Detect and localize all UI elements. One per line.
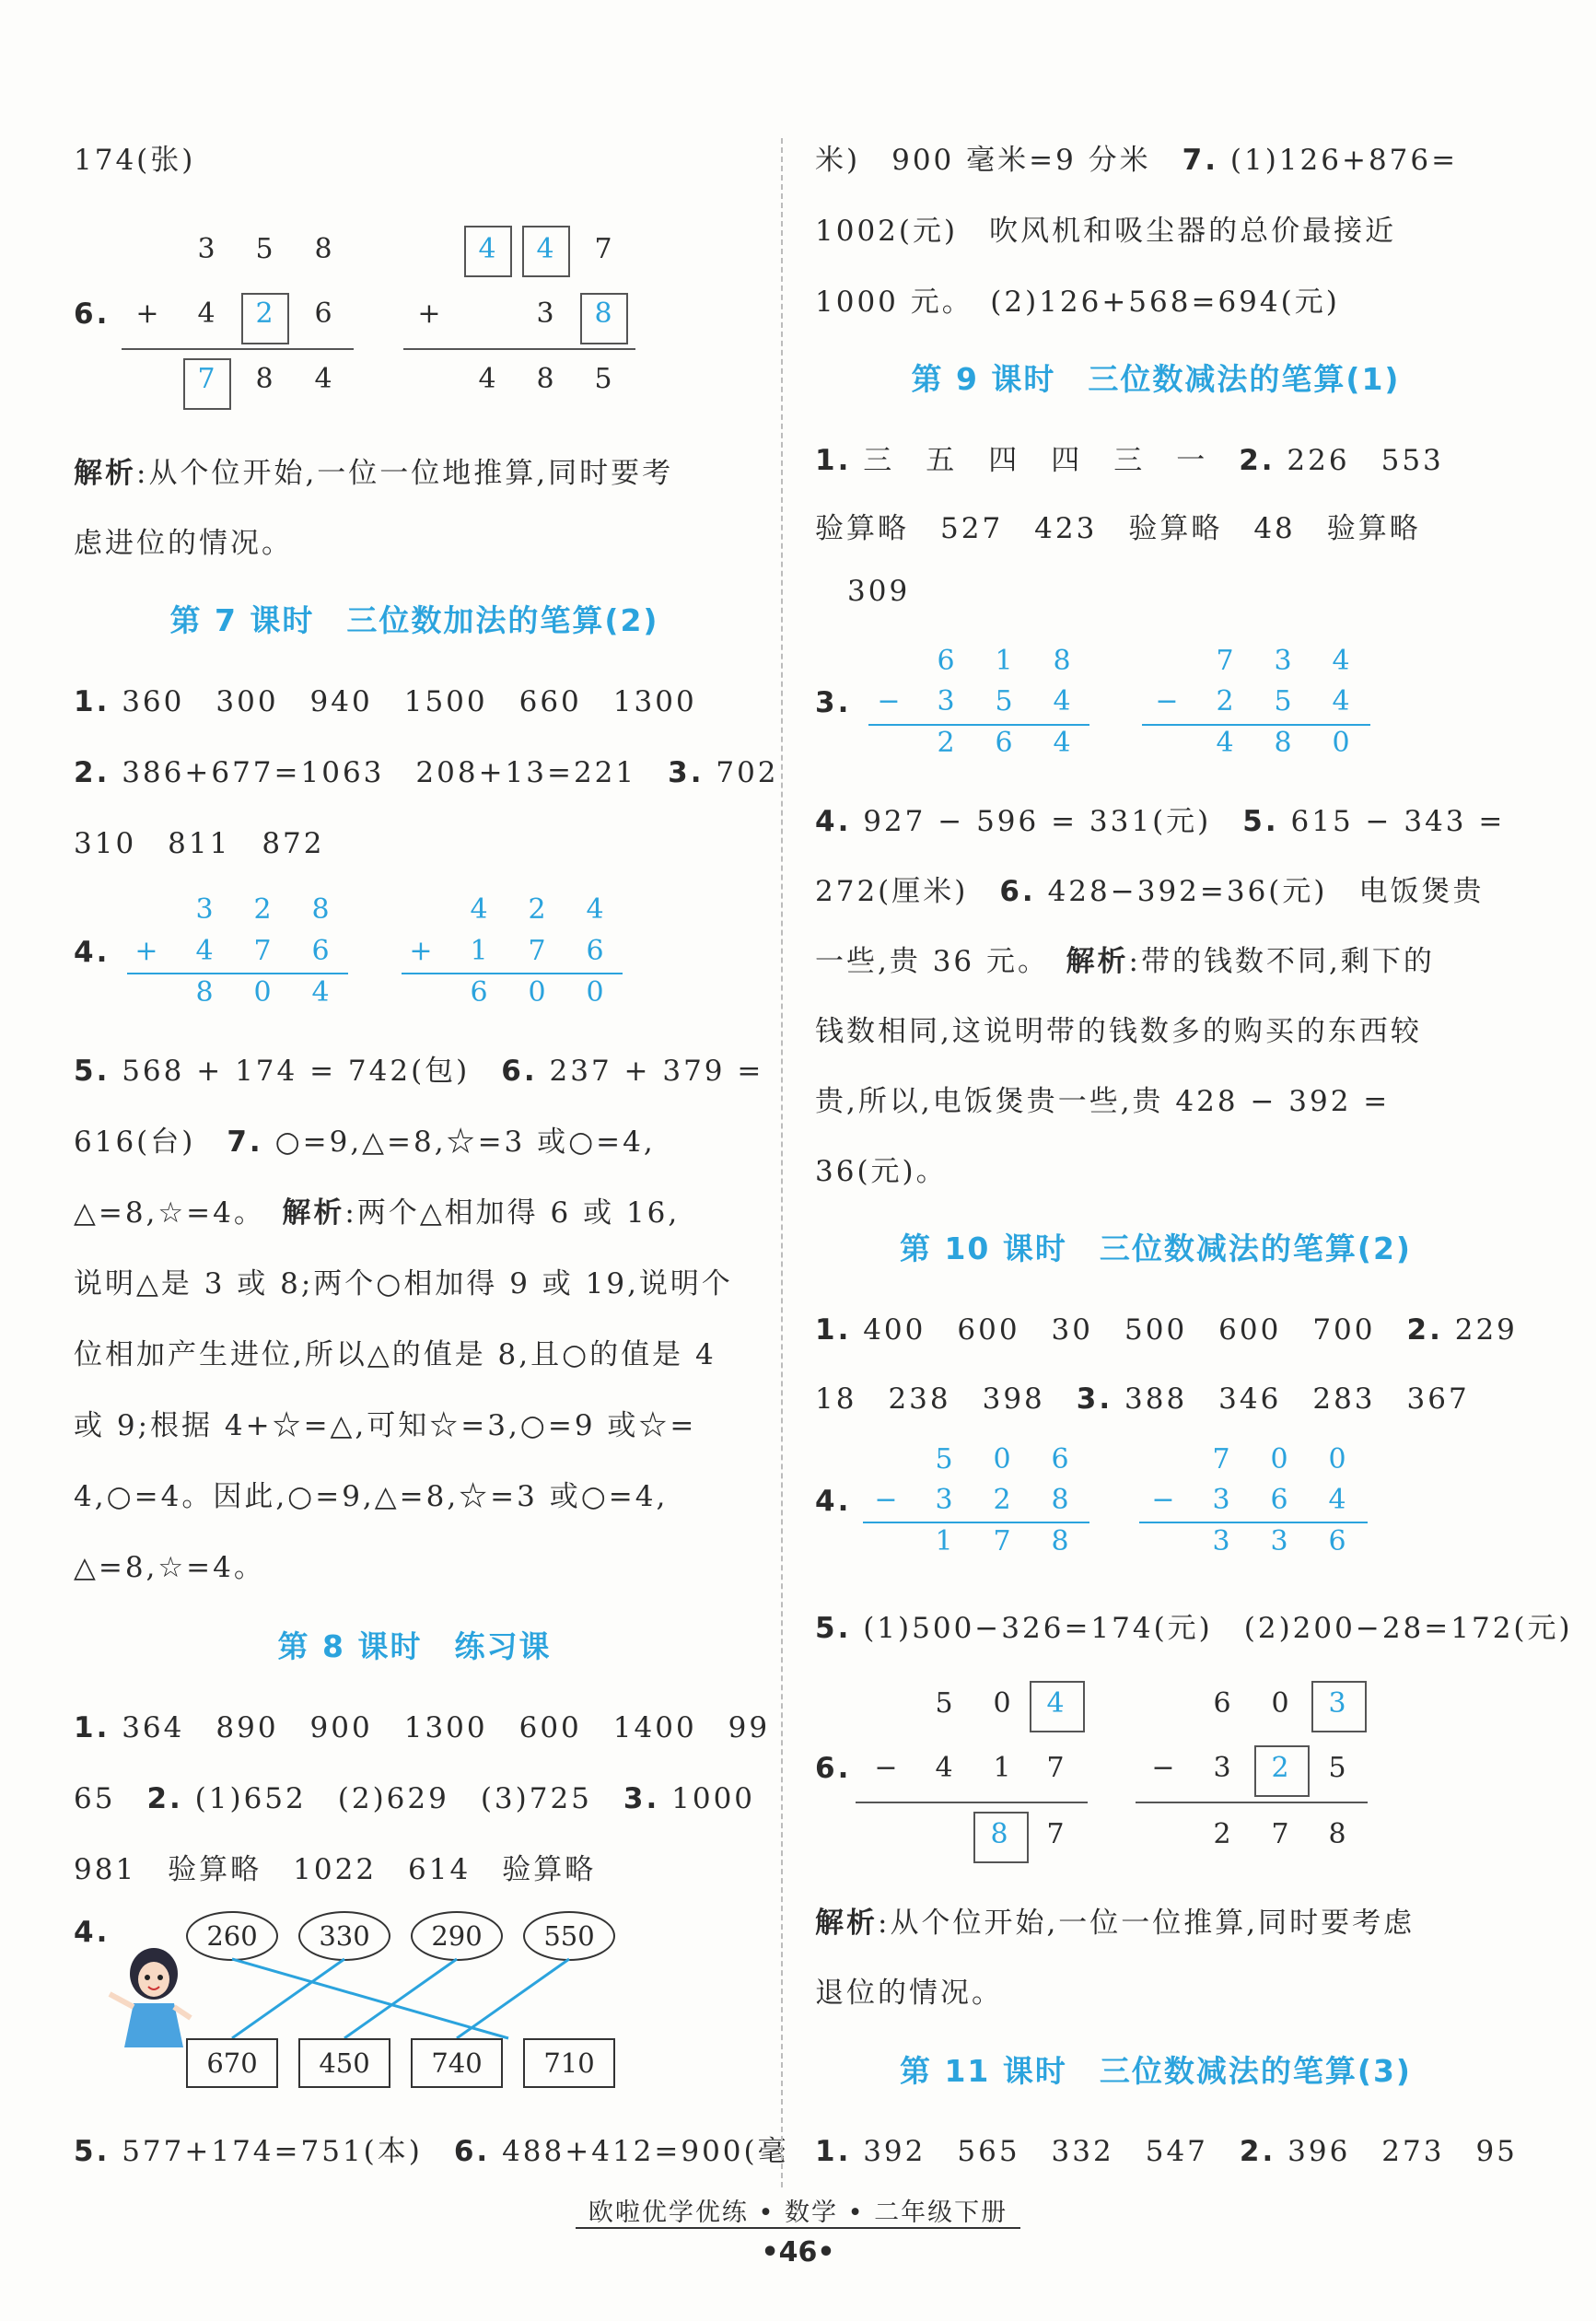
- text-line: 18 238 398 3. 388 346 283 367: [815, 1382, 1470, 1416]
- analysis-text: 解析:从个位开始,一位一位推算,同时要考虑: [815, 1907, 1415, 1940]
- digit: 7: [253, 935, 272, 967]
- match-line: [232, 1959, 508, 2038]
- text-line: 2. 386+677=1063 208+13=221 3. 702: [74, 756, 779, 789]
- digit: 7: [1046, 1818, 1065, 1850]
- minus-sign: −: [1151, 1752, 1175, 1784]
- digit: 6: [470, 976, 488, 1009]
- text-line: 米) 900 毫米=9 分米 7. (1)126+876=: [815, 144, 1459, 177]
- sum-line: [402, 973, 623, 974]
- question-number: 4.: [74, 936, 111, 969]
- analysis-text: 解析:从个位开始,一位一位地推算,同时要考: [74, 457, 674, 490]
- difference-line: [1142, 724, 1370, 726]
- digit: 6: [311, 935, 330, 967]
- text-line: 65 2. (1)652 (2)629 (3)725 3. 1000: [74, 1782, 756, 1815]
- difference-line: [863, 1522, 1089, 1523]
- digit: 7: [1046, 1752, 1065, 1784]
- digit: 1: [995, 645, 1013, 677]
- digit: 5: [255, 233, 274, 265]
- text-line: 272(厘米) 6. 428−392=36(元) 电饭煲贵: [815, 875, 1485, 908]
- digit: 1: [470, 935, 488, 967]
- digit: 8: [536, 363, 554, 395]
- question-number: 3.: [815, 686, 852, 719]
- digit: 4: [1216, 727, 1234, 759]
- answer-digit: 2: [255, 297, 274, 330]
- digit: 3: [1270, 1525, 1288, 1557]
- digit: 0: [1270, 1443, 1288, 1475]
- digit: 3: [935, 1484, 953, 1516]
- digit: 4: [311, 976, 330, 1009]
- lesson-heading: 第 9 课时 三位数减法的笔算(1): [911, 361, 1401, 397]
- answer-digit: 4: [478, 233, 496, 265]
- digit: 0: [993, 1687, 1011, 1720]
- difference-line: [856, 1802, 1088, 1803]
- digit: 6: [1051, 1443, 1069, 1475]
- digit: 6: [1328, 1525, 1346, 1557]
- digit: 8: [1051, 1484, 1069, 1516]
- text-line: 1. 三 五 四 四 三 一 2. 226 553: [815, 444, 1444, 477]
- difference-line: [1136, 1802, 1368, 1803]
- text-line: 说明△是 3 或 8;两个○相加得 9 或 19,说明个: [74, 1267, 733, 1300]
- digit: 2: [993, 1484, 1011, 1516]
- digit: 5: [1274, 685, 1292, 717]
- digit: 5: [594, 363, 612, 395]
- text-line: 位相加产生进位,所以△的值是 8,且○的值是 4: [74, 1338, 716, 1371]
- digit: 6: [314, 297, 332, 330]
- digit: 3: [1274, 645, 1292, 677]
- digit: 6: [995, 727, 1013, 759]
- text-line: 5. (1)500−326=174(元) (2)200−28=172(元): [815, 1612, 1573, 1645]
- digit: 5: [935, 1687, 953, 1720]
- digit: 8: [311, 893, 330, 926]
- answer-digit: 3: [1328, 1687, 1346, 1720]
- digit: 6: [1270, 1484, 1288, 1516]
- digit: 0: [528, 976, 546, 1009]
- question-number: 4.: [815, 1485, 852, 1518]
- digit: 4: [478, 363, 496, 395]
- lesson-heading: 第 11 课时 三位数减法的笔算(3): [899, 2053, 1413, 2089]
- text-line: 5. 568 + 174 = 742(包) 6. 237 + 379 =: [74, 1055, 764, 1088]
- question-number: 6.: [74, 297, 111, 331]
- digit: 4: [1332, 685, 1350, 717]
- text-line: 验算略 527 423 验算略 48 验算略: [815, 512, 1421, 545]
- lesson-heading: 第 10 课时 三位数减法的笔算(2): [899, 1230, 1413, 1266]
- digit: 4: [470, 893, 488, 926]
- digit: 7: [594, 233, 612, 265]
- page-number: •46•: [761, 2236, 835, 2269]
- digit: 3: [197, 233, 216, 265]
- minus-sign: −: [877, 685, 901, 717]
- digit: 2: [1213, 1818, 1231, 1850]
- question-number: 6.: [815, 1752, 852, 1785]
- digit: 3: [195, 893, 214, 926]
- text-line: △=8,☆=4。 解析:两个△相加得 6 或 16,: [74, 1196, 681, 1230]
- text-line: 1. 360 300 940 1500 660 1300: [74, 685, 697, 718]
- rect-option: 710: [523, 2038, 615, 2088]
- digit: 7: [1271, 1818, 1289, 1850]
- digit: 0: [253, 976, 272, 1009]
- text-line: 310 811 872: [74, 827, 325, 860]
- digit: 2: [253, 893, 272, 926]
- text-line: 1. 392 565 332 547 2. 396 273 95: [815, 2135, 1518, 2168]
- text-line: 1000 元。 (2)126+568=694(元): [815, 286, 1340, 319]
- text-line: 4. 927 − 596 = 331(元) 5. 615 − 343 =: [815, 805, 1506, 838]
- text-line: 5. 577+174=751(本) 6. 488+412=900(毫: [74, 2135, 789, 2168]
- digit: 2: [528, 893, 546, 926]
- digit: 8: [1053, 645, 1071, 677]
- plus-sign: +: [417, 297, 441, 330]
- digit: 5: [995, 685, 1013, 717]
- minus-sign: −: [874, 1484, 898, 1516]
- digit: 7: [1216, 645, 1234, 677]
- minus-sign: −: [1155, 685, 1179, 717]
- digit: 6: [937, 645, 955, 677]
- digit: 8: [314, 233, 332, 265]
- text-line: 或 9;根据 4+☆=△,可知☆=3,○=9 或☆=: [74, 1409, 697, 1442]
- digit: 2: [1216, 685, 1234, 717]
- digit: 3: [1213, 1752, 1231, 1784]
- digit: 8: [195, 976, 214, 1009]
- oval-option: 550: [523, 1911, 615, 1961]
- digit: 0: [1271, 1687, 1289, 1720]
- digit: 3: [1212, 1484, 1230, 1516]
- text-line: 174(张): [74, 144, 196, 177]
- rect-option: 740: [411, 2038, 503, 2088]
- digit: 8: [1051, 1525, 1069, 1557]
- plus-sign: +: [134, 935, 158, 967]
- digit: 3: [536, 297, 554, 330]
- digit: 4: [1328, 1484, 1346, 1516]
- question-number: 4.: [74, 1916, 111, 1949]
- rect-option: 670: [186, 2038, 278, 2088]
- match-line: [232, 1959, 344, 2038]
- text-line: 36(元)。: [815, 1155, 948, 1188]
- answer-digit: 2: [1271, 1752, 1289, 1784]
- text-line: 616(台) 7. ○=9,△=8,☆=3 或○=4,: [74, 1126, 656, 1159]
- text-line: 一些,贵 36 元。 解析:带的钱数不同,剩下的: [815, 945, 1435, 978]
- sum-line: [127, 973, 348, 974]
- match-line: [344, 1959, 457, 2038]
- digit: 0: [1328, 1443, 1346, 1475]
- analysis-text: 退位的情况。: [815, 1977, 1003, 2010]
- digit: 5: [935, 1443, 953, 1475]
- digit: 1: [935, 1525, 953, 1557]
- column-divider: [781, 138, 783, 2187]
- sum-line: [403, 348, 635, 350]
- lesson-heading: 第 7 课时 三位数加法的笔算(2): [169, 602, 659, 638]
- digit: 8: [1328, 1818, 1346, 1850]
- text-line: 4,○=4。因此,○=9,△=8,☆=3 或○=4,: [74, 1480, 669, 1513]
- digit: 0: [1332, 727, 1350, 759]
- digit: 7: [528, 935, 546, 967]
- digit: 7: [993, 1525, 1011, 1557]
- answer-digit: 4: [1046, 1687, 1065, 1720]
- oval-option: 290: [411, 1911, 503, 1961]
- plus-sign: +: [135, 297, 159, 330]
- answer-digit: 8: [990, 1818, 1008, 1850]
- digit: 5: [1328, 1752, 1346, 1784]
- difference-line: [1139, 1522, 1368, 1523]
- text-line: △=8,☆=4。: [74, 1551, 265, 1584]
- minus-sign: −: [874, 1752, 898, 1784]
- text-line: 1. 364 890 900 1300 600 1400 99: [74, 1711, 771, 1744]
- difference-line: [868, 724, 1089, 726]
- minus-sign: −: [1151, 1484, 1175, 1516]
- digit: 4: [1053, 685, 1071, 717]
- digit: 3: [937, 685, 955, 717]
- digit: 1: [993, 1752, 1011, 1784]
- text-line: 309: [847, 575, 911, 608]
- plus-sign: +: [409, 935, 433, 967]
- analysis-text: 虑进位的情况。: [74, 527, 293, 560]
- digit: 4: [935, 1752, 953, 1784]
- sum-line: [122, 348, 354, 350]
- footer-rule: [576, 2227, 1020, 2229]
- digit: 8: [1274, 727, 1292, 759]
- text-line: 981 验算略 1022 614 验算略: [74, 1853, 597, 1886]
- rect-option: 450: [298, 2038, 390, 2088]
- digit: 4: [1332, 645, 1350, 677]
- digit: 6: [586, 935, 604, 967]
- lesson-heading: 第 8 课时 练习课: [277, 1628, 552, 1664]
- digit: 4: [586, 893, 604, 926]
- digit: 7: [1212, 1443, 1230, 1475]
- answer-digit: 8: [594, 297, 612, 330]
- digit: 4: [1053, 727, 1071, 759]
- digit: 8: [255, 363, 274, 395]
- digit: 3: [1212, 1525, 1230, 1557]
- text-line: 钱数相同,这说明带的钱数多的购买的东西较: [815, 1015, 1422, 1048]
- digit: 0: [586, 976, 604, 1009]
- answer-digit: 7: [197, 363, 216, 395]
- oval-option: 330: [298, 1911, 390, 1961]
- digit: 4: [197, 297, 216, 330]
- text-line: 1002(元) 吹风机和吸尘器的总价最接近: [815, 215, 1397, 248]
- digit: 2: [937, 727, 955, 759]
- digit: 4: [314, 363, 332, 395]
- footer-title: 欧啦优学优练 • 数学 • 二年级下册: [588, 2199, 1008, 2227]
- text-line: 贵,所以,电饭煲贵一些,贵 428 − 392 =: [815, 1085, 1391, 1118]
- answer-digit: 4: [536, 233, 554, 265]
- digit: 4: [195, 935, 214, 967]
- oval-option: 260: [186, 1911, 278, 1961]
- match-line: [457, 1959, 569, 2038]
- text-line: 1. 400 600 30 500 600 700 2. 229: [815, 1313, 1518, 1347]
- digit: 6: [1213, 1687, 1231, 1720]
- digit: 0: [993, 1443, 1011, 1475]
